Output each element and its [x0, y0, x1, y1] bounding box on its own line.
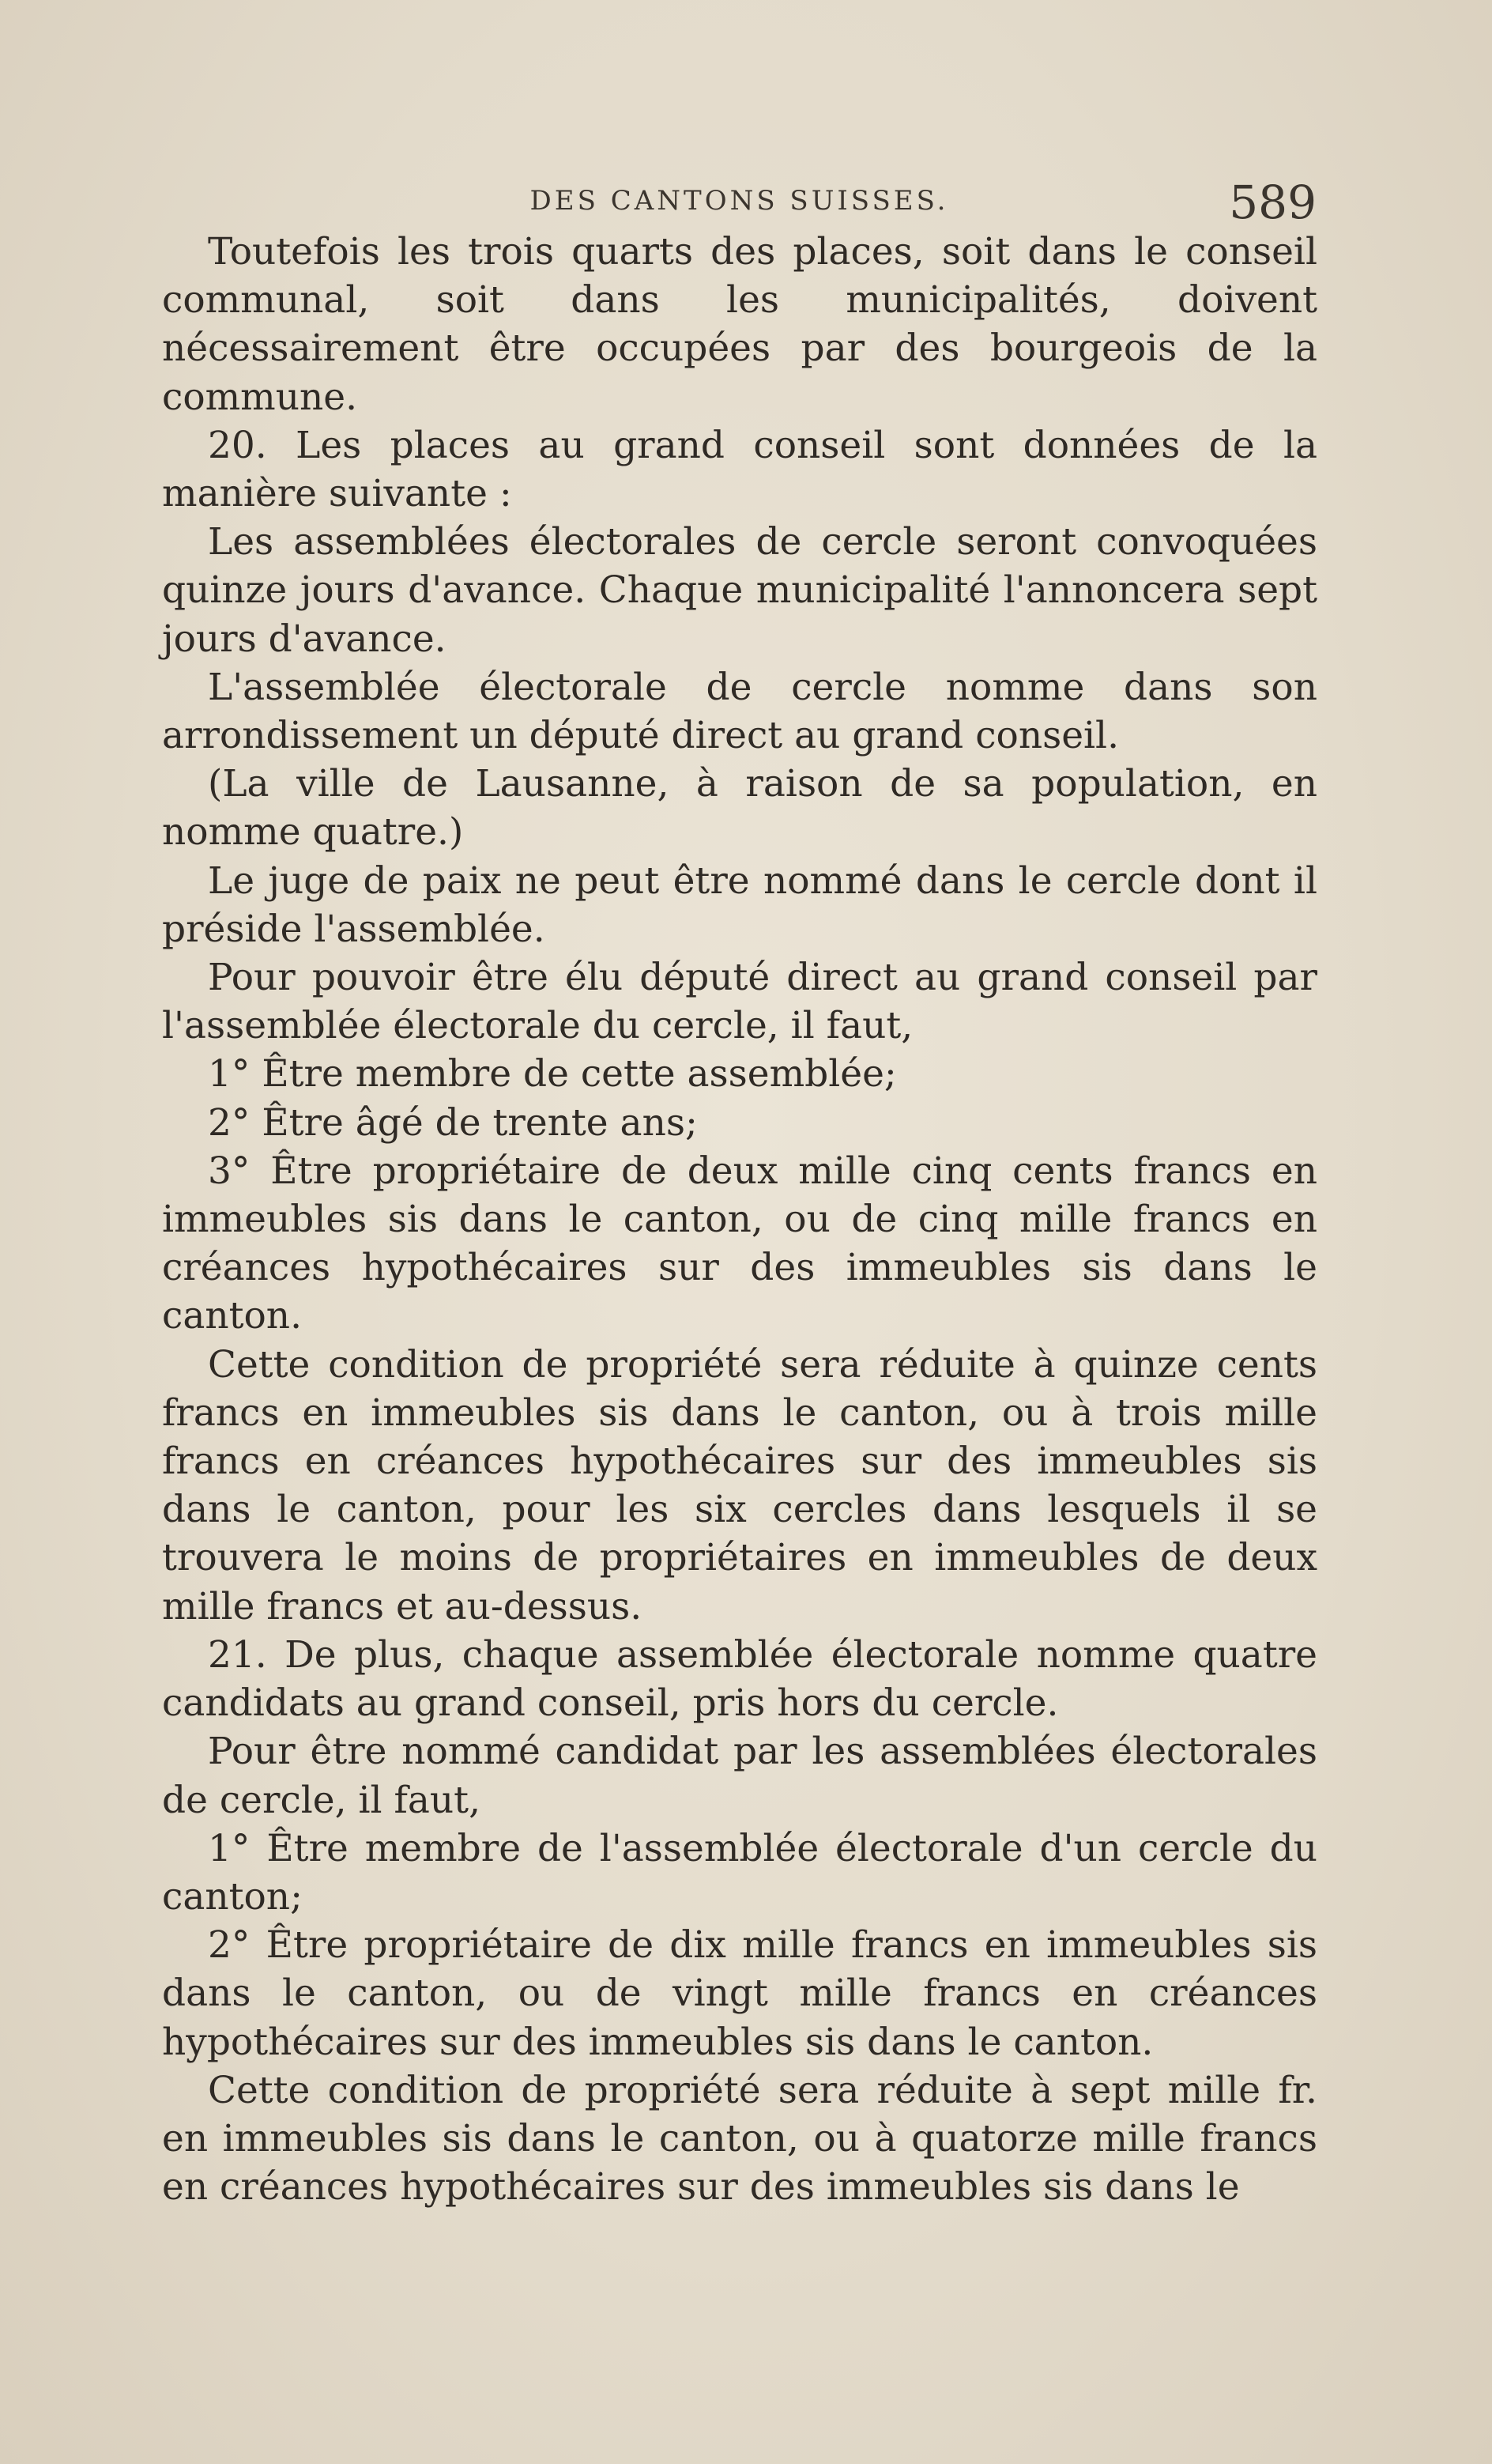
list-item: 1° Être membre de l'assemblée électorale d'un cercle du canton; [162, 1826, 1317, 1919]
paragraph: Les assemblées électorales de cercle seront convoquées quinze jours d'avance. Chaque municipalité l'annoncera sept jours d'avance. [162, 520, 1317, 661]
body-text [162, 228, 1317, 2211]
paragraph: L'assemblée électorale de cercle nomme dans son arrondissement un député direct au grand conseil. [162, 665, 1317, 758]
list-item: 3° Être propriétaire de deux mille cinq cents francs en immeubles sis dans le canton, ou de cinq mille francs en créances hypothécaires sur des immeubles sis dans le canton. [162, 1149, 1317, 1338]
paragraph: Cette condition de propriété sera réduite à sept mille fr. en immeubles sis dans le canton, ou à quatorze mille francs en créances hypothécaires sur des immeubles sis dans le [162, 2068, 1317, 2209]
paragraph: Le juge de paix ne peut être nommé dans le cercle dont il préside l'assemblée. [162, 858, 1317, 951]
paragraph: 20. Les places au grand conseil sont données de la manière suivante : [162, 423, 1317, 516]
running-title: DES CANTONS SUISSES. [529, 185, 949, 217]
list-item: 2° Être propriétaire de dix mille francs en immeubles sis dans le canton, ou de vingt mille francs en créances hypothécaires sur des immeubles sis dans le canton. [162, 1923, 1317, 2064]
page-number: 589 [1229, 175, 1317, 229]
paragraph: 21. De plus, chaque assemblée électorale nomme quatre candidats au grand conseil, pris hors du cercle. [162, 1632, 1317, 1726]
paragraph: Pour être nommé candidat par les assemblées électorales de cercle, il faut, [162, 1730, 1317, 1822]
paragraph: Toutefois les trois quarts des places, soit dans le conseil communal, soit dans les municipalités, doivent nécessairement être occupées par des bourgeois de la commune. [162, 230, 1317, 419]
list-item: 2° Être âgé de trente ans; [208, 1100, 698, 1145]
paragraph: Pour pouvoir être élu député direct au grand conseil par l'assemblée électorale du cercle, il faut, [162, 956, 1317, 1048]
paragraph: (La ville de Lausanne, à raison de sa population, en nomme quatre.) [162, 762, 1317, 855]
page-header [162, 175, 1317, 231]
list-item: 1° Être membre de cette assemblée; [208, 1052, 897, 1096]
paragraph: Cette condition de propriété sera réduite à quinze cents francs en immeubles sis dans le canton, ou à trois mille francs en créances hypothécaires sur des immeubles sis dans le canton, pour les six cercles dans lesquels il se trouvera le moins de propriétaires en immeubles de deux mille francs et au-dessus. [162, 1342, 1317, 1628]
